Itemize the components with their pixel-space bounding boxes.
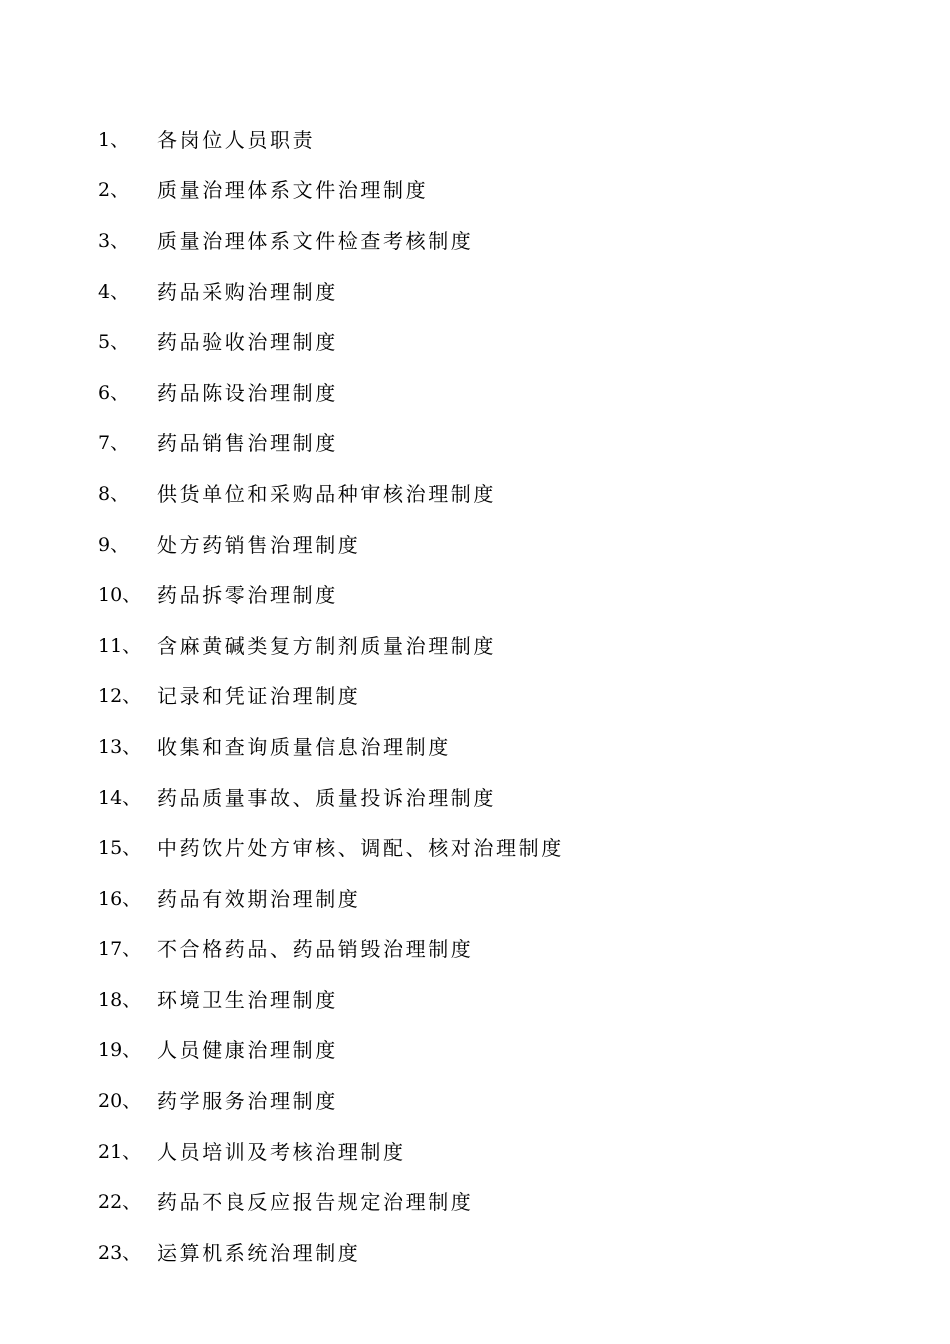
list-item <box>98 1074 564 1125</box>
list-item <box>98 619 564 670</box>
item-title: 药品不良反应报告规定治理制度 <box>157 1190 474 1215</box>
item-title: 记录和凭证治理制度 <box>157 684 361 709</box>
list-item <box>98 467 564 518</box>
item-title: 处方药销售治理制度 <box>157 532 361 557</box>
item-number: 23、 <box>98 1241 142 1264</box>
list-item <box>98 1024 564 1075</box>
item-title: 药品销售治理制度 <box>157 431 338 456</box>
list-item <box>98 1125 564 1176</box>
list-item <box>98 518 564 569</box>
list-item <box>98 164 564 215</box>
item-title: 质量治理体系文件检查考核制度 <box>157 228 474 253</box>
list-item <box>98 265 564 316</box>
list-item <box>98 568 564 619</box>
item-number: 22、 <box>98 1191 142 1214</box>
item-number: 17、 <box>98 938 142 961</box>
item-title: 质量治理体系文件治理制度 <box>157 178 429 203</box>
list-item <box>98 720 564 771</box>
list-item <box>98 315 564 366</box>
item-number: 13、 <box>98 735 142 758</box>
item-title: 环境卫生治理制度 <box>157 987 338 1012</box>
item-title: 收集和查询质量信息治理制度 <box>157 734 451 759</box>
item-title: 供货单位和采购品种审核治理制度 <box>157 481 496 506</box>
item-title: 药品验收治理制度 <box>157 330 338 355</box>
list-item <box>98 1226 564 1277</box>
item-number: 11、 <box>98 634 142 657</box>
item-number: 18、 <box>98 988 142 1011</box>
item-number: 15、 <box>98 837 142 860</box>
item-number: 5、 <box>98 331 130 354</box>
item-title: 药品陈设治理制度 <box>157 380 338 405</box>
list-item <box>98 113 564 164</box>
item-number: 16、 <box>98 887 142 910</box>
item-number: 4、 <box>98 280 130 303</box>
item-number: 2、 <box>98 179 130 202</box>
item-number: 9、 <box>98 533 130 556</box>
item-number: 3、 <box>98 229 130 252</box>
item-number: 7、 <box>98 432 130 455</box>
list-item <box>98 1175 564 1226</box>
list-item <box>98 214 564 265</box>
list-item <box>98 366 564 417</box>
item-number: 12、 <box>98 685 142 708</box>
list-item <box>98 771 564 822</box>
item-title: 中药饮片处方审核、调配、核对治理制度 <box>157 836 564 861</box>
item-title: 药学服务治理制度 <box>157 1089 338 1114</box>
item-title: 药品拆零治理制度 <box>157 583 338 608</box>
list-item <box>98 821 564 872</box>
item-title: 药品采购治理制度 <box>157 279 338 304</box>
item-title: 药品有效期治理制度 <box>157 886 361 911</box>
item-title: 不合格药品、药品销毁治理制度 <box>157 937 474 962</box>
item-number: 21、 <box>98 1140 142 1163</box>
item-title: 人员培训及考核治理制度 <box>157 1139 406 1164</box>
item-title: 人员健康治理制度 <box>157 1038 338 1063</box>
item-number: 19、 <box>98 1039 142 1062</box>
item-title: 含麻黄碱类复方制剂质量治理制度 <box>157 633 496 658</box>
item-title: 各岗位人员职责 <box>157 127 316 152</box>
item-number: 8、 <box>98 482 130 505</box>
list-item <box>98 670 564 721</box>
item-title: 药品质量事故、质量投诉治理制度 <box>157 785 496 810</box>
item-number: 6、 <box>98 381 130 404</box>
list-item <box>98 973 564 1024</box>
item-number: 10、 <box>98 584 142 607</box>
list-item <box>98 417 564 468</box>
item-number: 1、 <box>98 128 130 151</box>
item-number: 20、 <box>98 1090 142 1113</box>
list-item <box>98 872 564 923</box>
item-number: 14、 <box>98 786 142 809</box>
regulation-list <box>98 113 564 1277</box>
item-title: 运算机系统治理制度 <box>157 1240 361 1265</box>
list-item <box>98 923 564 974</box>
